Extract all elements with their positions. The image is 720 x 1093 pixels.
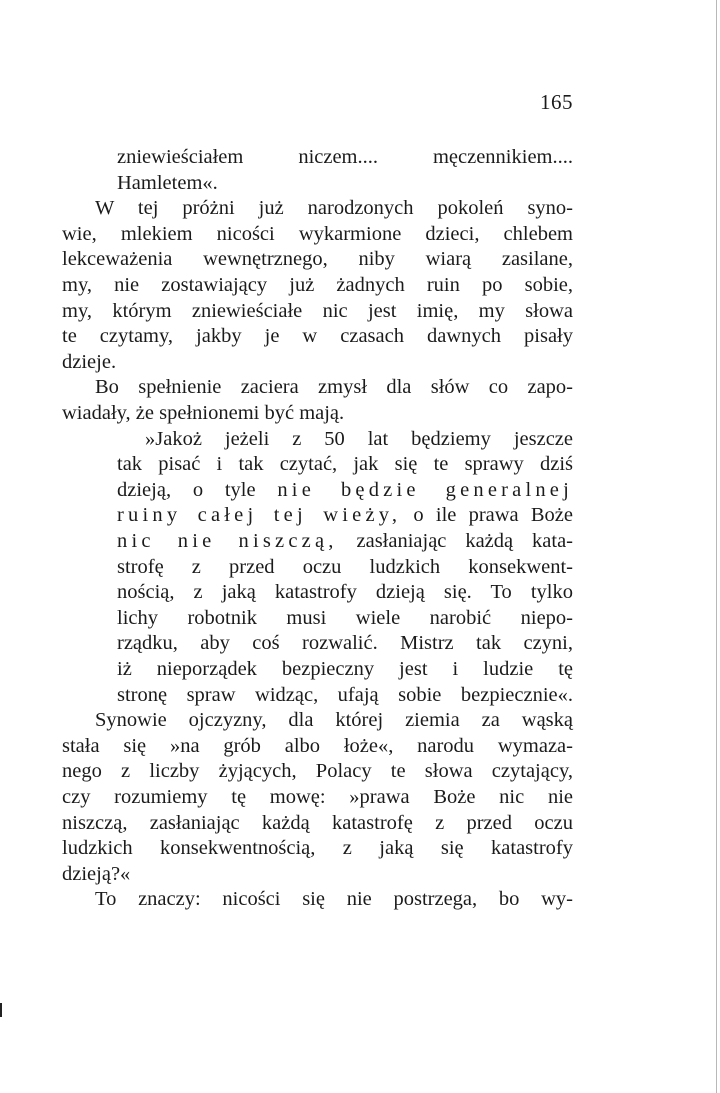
text-line: Hamletem«. [117,171,218,194]
text-line: my, którym zniewieściałe nic jest imię, my słowa [62,299,573,322]
text-line: To znaczy: nicości się nie postrzega, bo wy- [95,888,573,911]
text-line: dzieje. [62,350,117,373]
text-line: lekceważenia wewnętrznego, niby wiarą zasilane, [62,248,573,271]
page-edge-shadow [716,0,717,1093]
text-line: te czytamy, jakby je w czasach dawnych pisały [62,325,573,348]
text-line: wiadały, że spełnionemi być mają. [62,402,345,424]
text-line: Synowie ojczyzny, dla której ziemia za wąską [95,709,573,732]
text-line: my, nie zostawiający już żadnych ruin po sobie, [62,274,573,296]
text-line: rządku, aby coś rozwalić. Mistrz tak czyni, [117,632,573,655]
text-line: ludzkich konsekwentnością, z jaką się katastrofy [62,837,573,860]
text-line: nego z liczby żyjących, Polacy te słowa czytający, [62,760,573,783]
text-line: dzieją?« [62,862,131,885]
text-line [117,528,573,554]
text-segment: zasłaniając każdą kata- [337,530,573,552]
spaced-emphasis: ruiny całej tej wieży, [117,504,402,527]
text-line: »Jakoż jeżeli z 50 lat będziemy jeszcze [145,427,573,450]
text-line: wie, mlekiem nicości wykarmione dzieci, chlebem [62,222,573,245]
text-line: strofę z przed oczu ludzkich konsekwent- [117,555,573,578]
text-line: iż nieporządek bezpieczny jest i ludzie tę [117,658,573,680]
text-line: Bo spełnienie zaciera zmysł dla słów co zapo- [95,376,573,399]
text-line [117,502,573,528]
page-number: 165 [540,90,573,114]
spaced-emphasis: nie będzie generalnej [277,478,573,501]
text-line: nością, z jaką katastrofy dzieją się. To tylko [117,581,573,604]
text-line: stronę spraw widząc, ufają sobie bezpiecznie«. [117,683,573,706]
margin-mark [0,1003,2,1017]
spaced-emphasis: nic nie niszczą, [117,530,338,552]
text-line: tak pisać i tak czytać, jak się te sprawy dziś [117,453,573,476]
text-line: czy rozumiemy tę mowę: »prawa Boże nic nie [62,786,573,808]
text-line: lichy robotnik musi wiele narobić niepo- [117,606,573,629]
text-line: zniewieściałem niczem.... męczennikiem.... [117,146,573,168]
text-line: W tej próżni już narodzonych pokoleń syno- [95,197,573,220]
text-segment: o ile prawa Boże [401,504,573,527]
text-line: niszczą, zasłaniając każdą katastrofę z przed oczu [62,811,573,834]
text-segment: dzieją, o tyle [117,478,278,501]
text-line [117,477,573,503]
text-line: stała się »na grób albo łoże«, narodu wymaza- [62,734,573,757]
